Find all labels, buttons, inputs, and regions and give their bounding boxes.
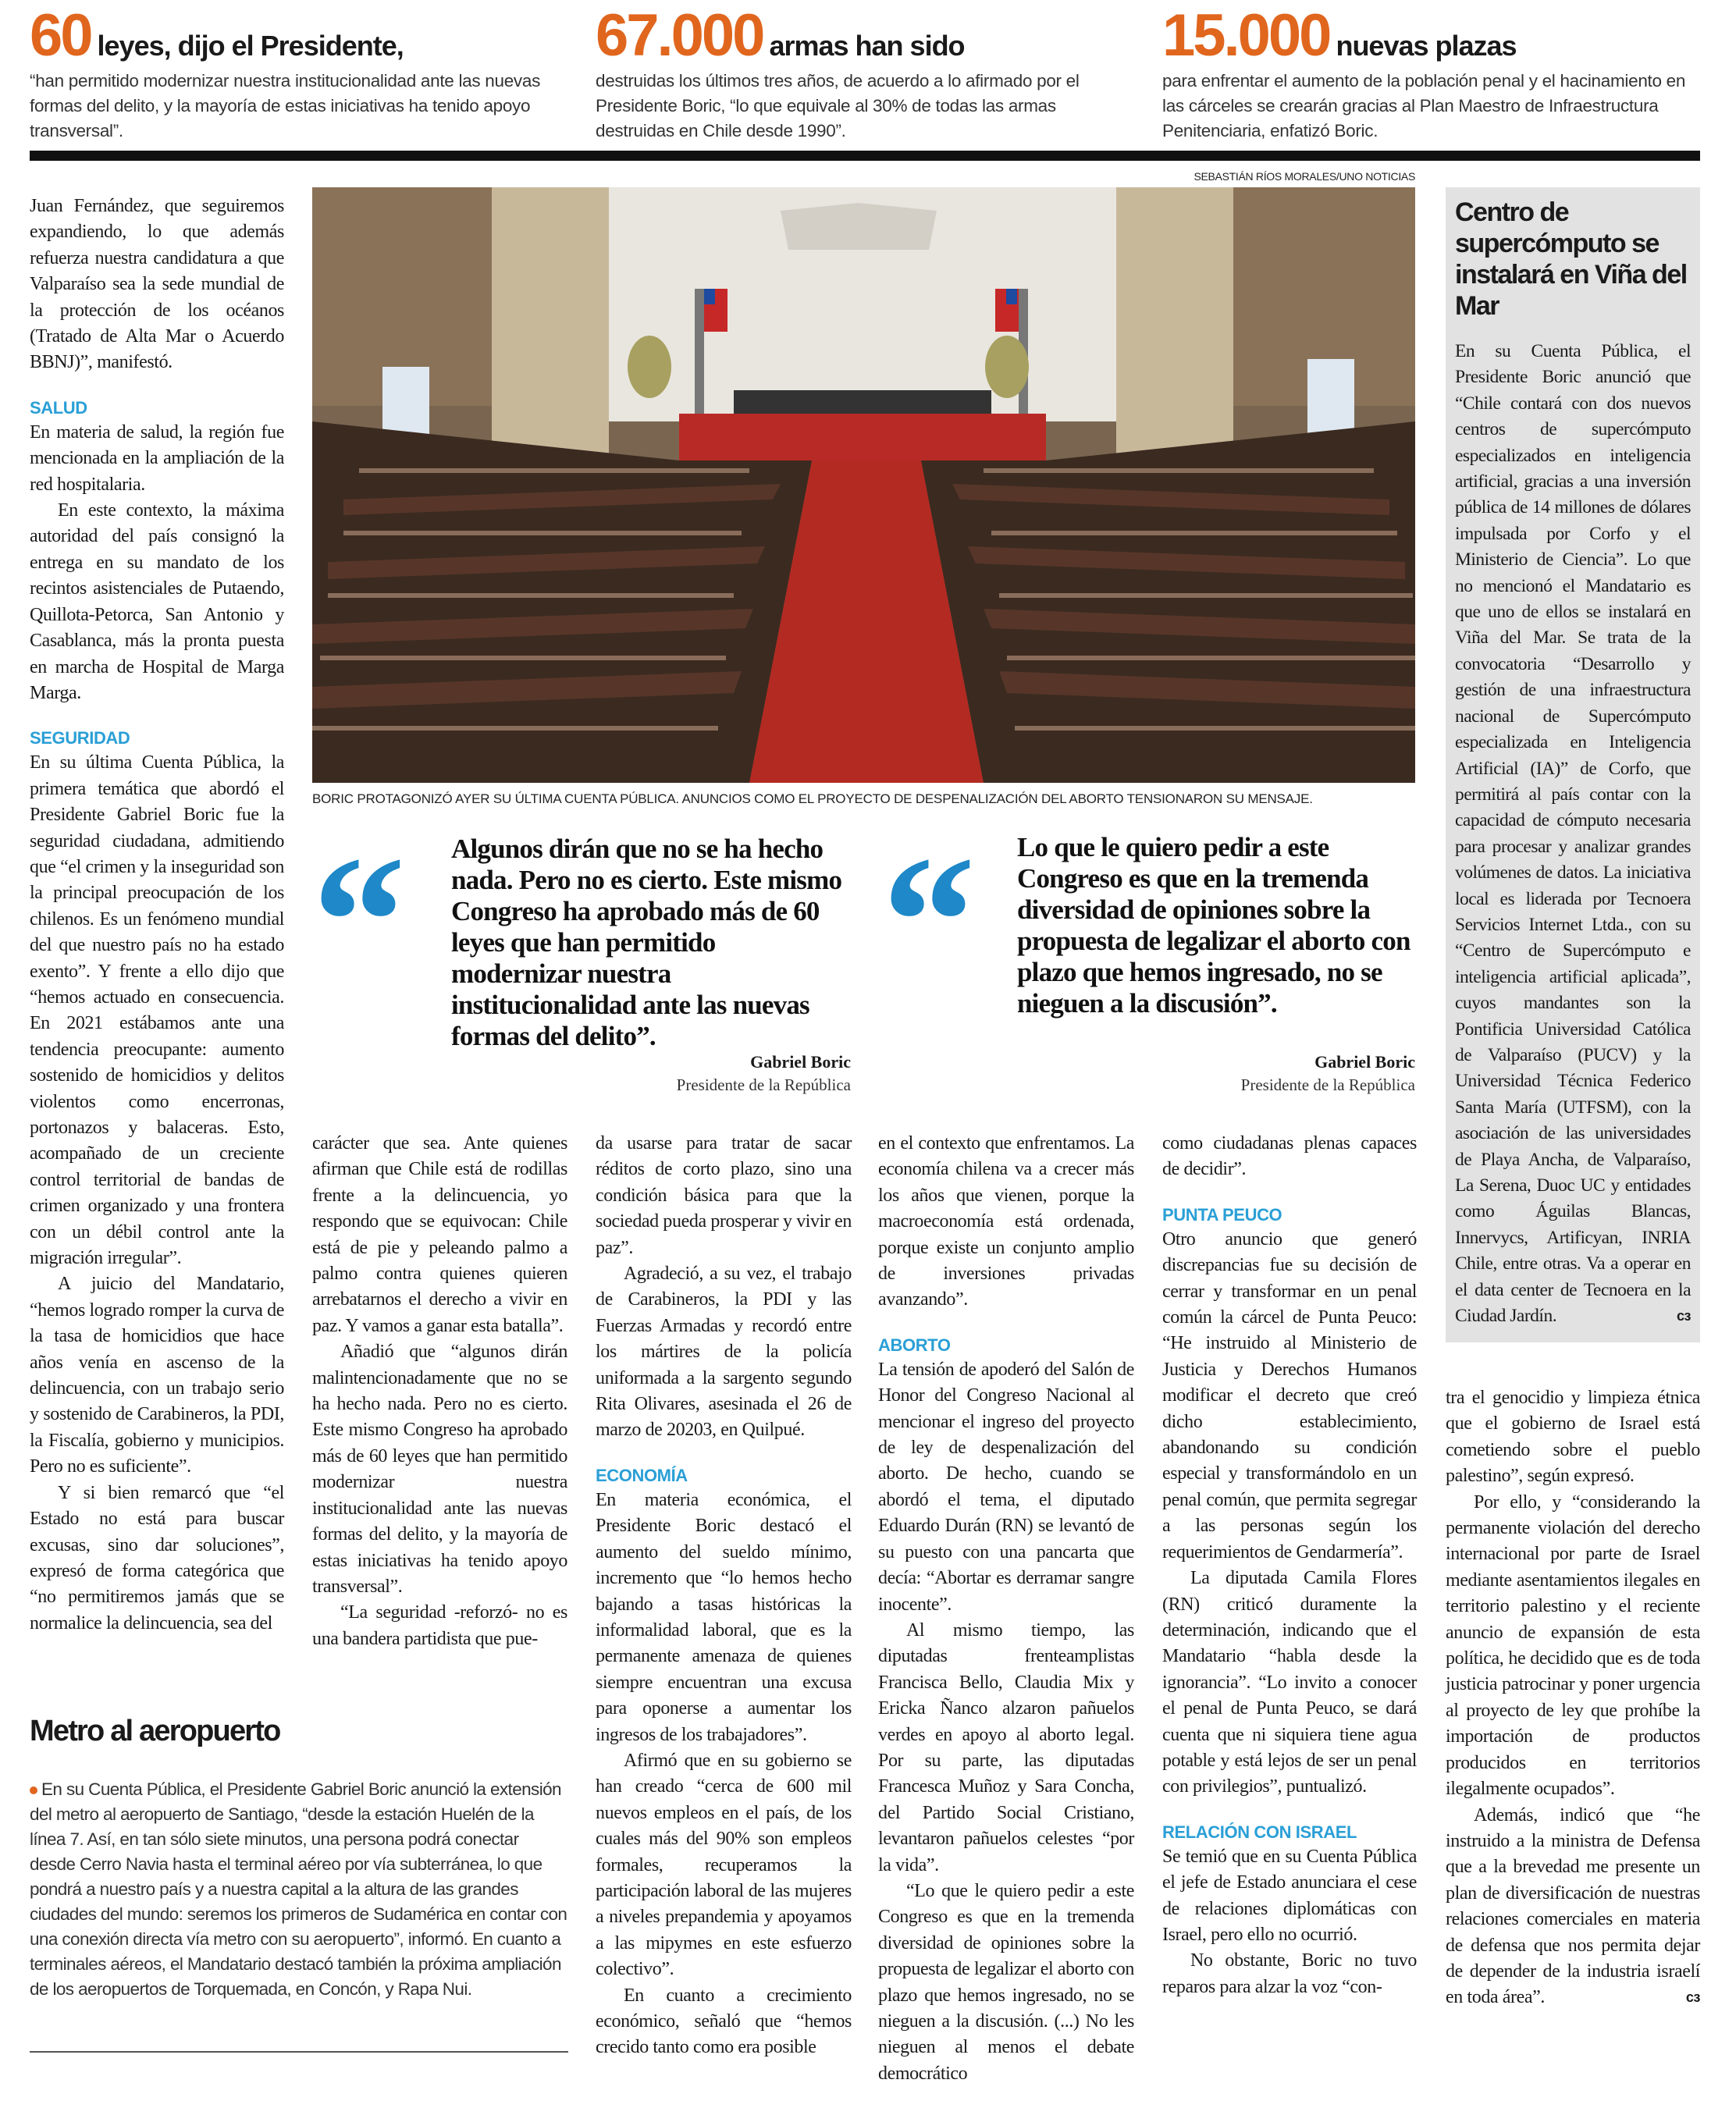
stat-number: 60 bbox=[30, 2, 91, 69]
paragraph: “La seguridad -reforzó- no es una bandera partidista que pue- bbox=[312, 1602, 567, 1649]
metro-title: Metro al aeropuerto bbox=[30, 1715, 280, 1747]
article-column-3 bbox=[596, 1131, 852, 2071]
photo-credit: SEBASTIÁN RÍOS MORALES/UNO NOTICIAS bbox=[1194, 170, 1415, 183]
metro-body: En su Cuenta Pública, el Presidente Gabriel Boric anunció la extensión del metro al aeropuerto de Santiago, “desde la estación Huelén de la línea 7. Así, en tan sólo siete minutos, una persona podrá conectar desde Cerro Navia hasta el terminal aéreo por vía subterránea, lo que pondrá a nuestro país y a nuestra capital a la altura de las grandes ciudades del mundo: seremos los primeros de Sudamérica en contar con una conexión directa vía metro con su aeropuerto”, informó. En cuanto a terminales aéreos, el Mandatario destacó también la próxima ampliación de los aeropuertos de Torquemada, en Concón, y Rapa Nui. bbox=[30, 1779, 567, 1999]
section-divider-bar bbox=[30, 151, 1700, 161]
paragraph: La diputada Camila Flores (RN) criticó duramente la determinación, indicando que el Mandatario “habla desde la ignorancia”. “Lo invito a conocer el penal de Punta Peuco, se dará cuenta que ni siquiera tiene agua potable y está lejos de ser un penal con privilegios”, puntualizó. bbox=[1162, 1568, 1417, 1797]
paragraph: No obstante, Boric no tuvo reparos para alzar la voz “con- bbox=[1162, 1950, 1417, 1997]
stat-lead: armas han sido bbox=[769, 30, 965, 62]
paragraph: carácter que sea. Ante quienes afirman que Chile está de rodillas frente a la delincuencia, yo respondo que se equivocan: Chile está de pie y peleando palmo a palmo contra quienes quieren arrebatarnos el derecho a vivir en paz. Y vamos a ganar esta batalla”. bbox=[312, 1133, 567, 1336]
paragraph: Juan Fernández, que seguiremos expandiendo, lo que además refuerza nuestra candidatura a que Valparaíso sea la sede mundial de la protección de los océanos (Tratado de Alta Mar o Acuerdo BBNJ)”, manifestó. bbox=[30, 196, 284, 373]
paragraph: tra el genocidio y limpieza étnica que el gobierno de Israel está cometiendo sobre el pueblo palestino”, según expresó. bbox=[1446, 1388, 1700, 1487]
stat-number: 67.000 bbox=[596, 2, 763, 69]
stat-number: 15.000 bbox=[1162, 2, 1330, 69]
section-heading-israel: RELACIÓN CON ISRAEL bbox=[1162, 1822, 1357, 1842]
quote-author-role: Presidente de la República bbox=[1240, 1075, 1415, 1094]
paragraph: En materia de salud, la región fue mencionada en la ampliación de la red hospitalaria. bbox=[30, 421, 284, 495]
paragraph: La tensión de apoderó del Salón de Honor del Congreso Nacional al mencionar el ingreso del proyecto de ley de despenalización del aborto. De hecho, cuando se abordó el tema, el diputado Eduardo Durán (RN) se levantó de su puesto con una pancarta que decía: “Abortar es derramar sangre inocente”. bbox=[878, 1359, 1134, 1615]
sidebar-text bbox=[1455, 339, 1691, 1329]
metro-bottom-rule bbox=[30, 2051, 568, 2053]
quote-author-role: Presidente de la República bbox=[676, 1075, 851, 1094]
metro-aeropuerto-box bbox=[30, 1713, 568, 2002]
stat-60-leyes bbox=[30, 2, 568, 144]
stat-description: para enfrentar el aumento de la población penal y el hacinamiento en las cárceles se crearán gracias al Plan Maestro de Infraestructura Penitenciaria, enfatizó Boric. bbox=[1162, 71, 1686, 140]
metro-text bbox=[30, 1777, 568, 2002]
article-column-6 bbox=[1446, 1385, 1700, 2072]
paragraph: Por ello, y “considerando la permanente violación del derecho internacional por parte de Israel mediante asentamientos ilegales en territorio palestino y el reciente anuncio de expansión de esta política, he decidido que es de toda justicia patrocinar y poner urgencia al proyecto de ley que prohíbe la importación de productos producidos en territorios ilegalmente ocupados”. bbox=[1446, 1491, 1700, 1800]
section-heading-aborto: ABORTO bbox=[878, 1335, 951, 1355]
stat-lead: nuevas plazas bbox=[1336, 30, 1517, 62]
stat-description: “han permitido modernizar nuestra institucionalidad ante las nuevas formas del delito, y la mayoría de estas iniciativas ha tenido apoyo transversal”. bbox=[30, 71, 541, 140]
paragraph: Añadió que “algunos dirán malintencionadamente que no se ha hecho nada. Pero no es cierto. Este mismo Congreso ha aprobado más de 60 leyes que han permitido modernizar nuestra institucionalidad ante las nuevas formas del delito, y la mayoría de estas iniciativas ha tenido apoyo transversal”. bbox=[312, 1342, 567, 1597]
quote-text: Lo que le quiero pedir a este Congreso es que en la tremenda diversidad de opiniones sobre la propuesta de legalizar el aborto con plazo que hemos ingresado, no se nieguen a la discusión”. bbox=[1017, 832, 1410, 1019]
sidebar-supercomputo bbox=[1446, 187, 1700, 1342]
sidebar-body: En su Cuenta Pública, el Presidente Boric anunció que “Chile contará con dos nuevos centros de supercómputo especializados en inteligencia artificial, gracias a una inversión pública de 14 millones de dólares impulsada por Corfo y el Ministerio de Ciencia”. Lo que no mencionó el Mandatario es que uno de ellos se instalará en Viña del Mar. Se trata de la convocatoria “Desarrollo y gestión de una infraestructura nacional de Supercómputo especializada en Inteligencia Artificial (IA)” de Corfo, que permitirá al país contar con la capacidad de cómputo necesaria para procesar y analizar grandes volúmenes de datos. La iniciativa local es liderada por Tecnoera Servicios Internet Ltda., con su “Centro de Supercómputo e inteligencia artificial aplicada”, cuyos mandantes son la Pontificia Universidad Católica de Valparaíso (PUCV) y la Universidad Técnica Federico Santa María (UTFSM), con la asociación de las universidades de Playa Ancha, de Valparaíso, La Serena, Duoc UC y entidades como Águilas Blancas, Innervycs, Artificyan, INRIA Chile, entre otras. Va a operar en el data center de Tecnoera en la Ciudad Jardín. bbox=[1455, 341, 1691, 1327]
quote-author: Gabriel Boric bbox=[1314, 1052, 1415, 1072]
quote-text: Algunos dirán que no se ha hecho nada. Pero no es cierto. Este mismo Congreso ha aprobado más de 60 leyes que han permitido modernizar nuestra institucionalidad ante las nuevas formas del delito”. bbox=[451, 834, 842, 1051]
coat-of-arms-icon bbox=[781, 203, 937, 250]
paragraph: da usarse para tratar de sacar réditos de corto plazo, sino una condición básica para que la sociedad pueda prosperar y vivir en paz”. bbox=[596, 1133, 852, 1258]
stat-15000-plazas bbox=[1162, 2, 1701, 144]
paragraph: en el contexto que enfrentamos. La economía chilena va a crecer más los años que vienen, porque la macroeconomía está ordenada, porque existe un conjunto amplio de inversiones privadas avanzando”. bbox=[878, 1133, 1134, 1310]
article-column-5 bbox=[1162, 1131, 1417, 2071]
paragraph: Agradeció, a su vez, el trabajo de Carabineros, la PDI y las Fuerzas Armadas y recordó entre los mártires de la policía uniformada a la sargento segundo Rita Olivares, asesinada el 26 de marzo de 20203, en Quilpué. bbox=[596, 1264, 852, 1441]
section-heading-seguridad: SEGURIDAD bbox=[30, 728, 130, 748]
stat-67000-armas bbox=[596, 2, 1134, 144]
quote-mark-icon: “ bbox=[882, 817, 976, 1025]
section-heading-salud: SALUD bbox=[30, 397, 87, 418]
article-column-1 bbox=[30, 194, 284, 1676]
paragraph: Afirmó que en su gobierno se han creado “cerca de 600 mil nuevos empleos en el país, de los cuales más del 90% son empleos formales, recuperamos la participación laboral de las mujeres a niveles prepandemia y apoyamos a las mipymes en este esfuerzo colectivo”. bbox=[596, 1750, 852, 1980]
paragraph: Se temió que en su Cuenta Pública el jefe de Estado anunciara el cese de relaciones diplomáticas con Israel, pero ello no ocurrió. bbox=[1162, 1846, 1417, 1945]
paragraph: En su última Cuenta Pública, la primera temática que abordó el Presidente Gabriel Boric fue la seguridad ciudadana, admitiendo que “el crimen y la inseguridad son la principal preocupación de los chilenos. Es un fenómeno mundial del que nuestro país no ha estado exento”. Y frente a ello dijo que “hemos actuado en consecuencia. En 2021 estábamos ante una tendencia preocupante: aumento sostenido de homicidios y delitos violentos como encerronas, portonazos y balaceras. Esto, acompañado de un creciente control territorial de bandas de crimen organizado y una frontera con un débil control ante la migración irregular”. bbox=[30, 752, 284, 1269]
paragraph: En cuanto a crecimiento económico, señaló que “hemos crecido tanto como era posible bbox=[596, 1985, 852, 2058]
stat-description: destruidas los últimos tres años, de acuerdo a lo afirmado por el Presidente Boric, “lo que equivale al 30% de todas las armas destruidas en Chile desde 1990”. bbox=[596, 71, 1080, 140]
paragraph: A juicio del Mandatario, “hemos logrado romper la curva de la tasa de homicidios que hace años venía en ascenso de la delincuencia, con un trabajo serio y sostenido de Carabineros, la PDI, la Fiscalía, gobierno y municipios. Pero no es suficiente”. bbox=[30, 1274, 284, 1477]
photo-caption: BORIC PROTAGONIZÓ AYER SU ÚLTIMA CUENTA PÚBLICA. ANUNCIOS COMO EL PROYECTO DE DESPENALIZACIÓN DEL ABORTO TENSIONARON SU MENSAJE. bbox=[312, 791, 1313, 806]
paragraph: En este contexto, la máxima autoridad del país consignó la entrega en su mandato de los recintos asistenciales de Putaendo, Quillota-Petorca, San Antonio y Casablanca, más la pronta puesta en marcha de Hospital de Marga Marga. bbox=[30, 500, 284, 703]
paragraph: como ciudadanas plenas capaces de decidir”. bbox=[1162, 1133, 1417, 1180]
quote-author: Gabriel Boric bbox=[750, 1052, 851, 1072]
article-column-4 bbox=[878, 1131, 1134, 2084]
section-heading-economia: ECONOMÍA bbox=[596, 1465, 688, 1485]
paragraph-text: Además, indicó que “he instruido a la ministra de Defensa que a la brevedad me presente un plan de diversificación de nuestras relaciones comerciales en materia de defensa que nos permita dejar de depender de la industria israelí en toda área”. bbox=[1446, 1804, 1700, 2008]
stat-lead: leyes, dijo el Presidente, bbox=[97, 30, 404, 62]
quote-mark-icon: “ bbox=[312, 817, 406, 1025]
paragraph: “Lo que le quiero pedir a este Congreso es que en la tremenda diversidad de opiniones sobre la propuesta de legalizar el aborto con plazo que hemos ingresado, no se nieguen a la discusión. (...) No les nieguen al menos el debate democrático bbox=[878, 1880, 1134, 2084]
congress-chamber-photo bbox=[312, 187, 1415, 783]
paragraph bbox=[1446, 1803, 1700, 2011]
paragraph: Otro anuncio que generó discrepancias fue su decisión de cerrar y transformar en un penal común la cárcel de Punta Peuco: “He instruido al Ministerio de Justicia y Derechos Humanos modificar el decreto que creó dicho establecimiento, abandonando su condición especial y transformándolo en un penal común, que permita segregar a las personas según los requerimientos de Gendarmería”. bbox=[1162, 1228, 1417, 1562]
article-column-2 bbox=[312, 1131, 567, 1677]
bullet-dot-icon bbox=[30, 1786, 37, 1794]
end-mark-icon: cз bbox=[1685, 1989, 1700, 2006]
end-mark-icon: cз bbox=[1677, 1308, 1691, 1324]
paragraph: En materia económica, el Presidente Boric destacó el aumento del sueldo mínimo, incremento que “lo hemos hecho bajando a tasas históricas la informalidad laboral, que es la permanente amenaza de quienes siempre encuentran una excusa para oponerse a aumentar los ingresos de los trabajadores”. bbox=[596, 1489, 852, 1745]
section-heading-punta-peuco: PUNTA PEUCO bbox=[1162, 1204, 1282, 1225]
sidebar-title: Centro de supercómputo se instalará en Viña del Mar bbox=[1455, 197, 1687, 321]
paragraph: Y si bien remarcó que “el Estado no está para buscar excusas, sino dar soluciones”, expresó de forma categórica que “no permitiremos jamás que se normalice la delincuencia, sea del bbox=[30, 1482, 284, 1634]
paragraph: Al mismo tiempo, las diputadas frenteamplistas Francisca Bello, Claudia Mix y Ericka Ñanco alzaron pañuelos verdes en apoyo al aborto legal. Por su parte, las diputadas Francesca Muñoz y Sara Concha, del Partido Social Cristiano, levantaron pañuelos celestes “por la vida”. bbox=[878, 1619, 1134, 1875]
